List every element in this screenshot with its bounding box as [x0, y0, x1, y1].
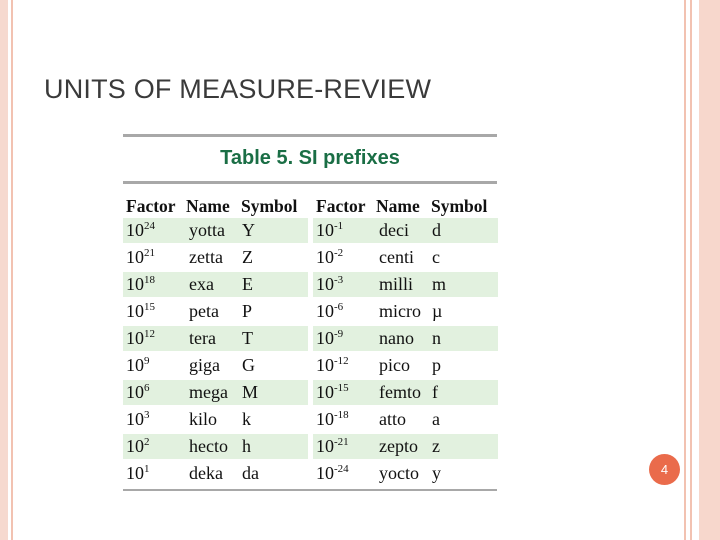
prefix-name-cell: zetta — [183, 244, 238, 271]
prefix-name-cell: mega — [183, 379, 238, 406]
factor-base: 10 — [316, 382, 334, 402]
factor-base: 10 — [126, 274, 144, 294]
factor-cell — [123, 460, 183, 487]
left-border-decoration — [0, 0, 8, 540]
prefix-symbol-cell: d — [428, 218, 498, 244]
column-header-name: Name — [186, 195, 230, 216]
prefix-symbol-cell: m — [428, 271, 498, 298]
page-number-badge: 4 — [649, 454, 680, 485]
factor-exponent: 2 — [144, 436, 150, 448]
prefix-name-cell: nano — [373, 325, 428, 352]
factor-cell — [123, 433, 183, 460]
factor-exponent: -2 — [334, 247, 344, 259]
factor-exponent: -24 — [334, 463, 349, 475]
factor-base: 10 — [126, 409, 144, 429]
factor-base: 10 — [126, 355, 144, 375]
prefix-symbol-cell: T — [238, 325, 308, 352]
factor-cell — [123, 271, 183, 298]
prefix-symbol-cell: y — [428, 460, 498, 487]
prefix-name-cell: giga — [183, 352, 238, 379]
prefix-name-cell: exa — [183, 271, 238, 298]
factor-cell — [123, 406, 183, 433]
prefix-symbol-cell: f — [428, 379, 498, 406]
prefix-symbol-cell: c — [428, 244, 498, 271]
factor-exponent: -15 — [334, 382, 349, 394]
table-row — [123, 218, 498, 244]
factor-cell — [313, 298, 373, 325]
prefix-symbol-cell: E — [238, 271, 308, 298]
prefix-symbol-cell: da — [238, 460, 308, 487]
factor-exponent: -12 — [334, 355, 349, 367]
factor-cell — [313, 325, 373, 352]
column-header-factor: Factor — [126, 195, 176, 216]
table-row — [123, 325, 498, 352]
prefix-name-cell: tera — [183, 325, 238, 352]
factor-exponent: -18 — [334, 409, 349, 421]
factor-exponent: 12 — [144, 328, 155, 340]
left-border-line — [11, 0, 13, 540]
factor-exponent: 21 — [144, 247, 155, 259]
factor-cell — [123, 352, 183, 379]
factor-base: 10 — [316, 220, 334, 240]
table-row — [123, 352, 498, 379]
prefix-symbol-cell: Z — [238, 244, 308, 271]
factor-base: 10 — [126, 247, 144, 267]
prefix-name-cell: hecto — [183, 433, 238, 460]
prefix-name-cell: yotta — [183, 218, 238, 244]
factor-cell — [313, 460, 373, 487]
prefix-name-cell: peta — [183, 298, 238, 325]
factor-base: 10 — [316, 355, 334, 375]
table-row — [123, 271, 498, 298]
factor-base: 10 — [126, 301, 144, 321]
factor-cell — [313, 244, 373, 271]
prefix-name-cell: yocto — [373, 460, 428, 487]
factor-base: 10 — [316, 463, 334, 483]
factor-cell — [123, 298, 183, 325]
prefix-name-cell: deci — [373, 218, 428, 244]
factor-cell — [313, 218, 373, 244]
factor-cell — [123, 244, 183, 271]
prefix-symbol-cell: z — [428, 433, 498, 460]
factor-exponent: 1 — [144, 463, 150, 475]
prefix-symbol-cell: k — [238, 406, 308, 433]
factor-exponent: 6 — [144, 382, 150, 394]
prefix-name-cell: zepto — [373, 433, 428, 460]
right-border-decoration — [699, 0, 720, 540]
factor-base: 10 — [126, 382, 144, 402]
table-header-row — [123, 194, 498, 218]
factor-cell — [313, 271, 373, 298]
si-prefix-table — [123, 194, 498, 488]
factor-base: 10 — [316, 247, 334, 267]
factor-cell — [313, 379, 373, 406]
factor-cell — [123, 325, 183, 352]
prefix-name-cell: milli — [373, 271, 428, 298]
column-header-symbol: Symbol — [241, 195, 298, 216]
factor-cell — [123, 379, 183, 406]
table-row — [123, 460, 498, 487]
factor-base: 10 — [126, 220, 144, 240]
table-row — [123, 298, 498, 325]
si-prefix-table-block — [123, 134, 497, 491]
prefix-name-cell: atto — [373, 406, 428, 433]
factor-base: 10 — [126, 463, 144, 483]
factor-exponent: -6 — [334, 301, 344, 313]
factor-exponent: 3 — [144, 409, 150, 421]
table-row — [123, 379, 498, 406]
factor-base: 10 — [126, 328, 144, 348]
prefix-name-cell: micro — [373, 298, 428, 325]
factor-cell — [313, 352, 373, 379]
right-border-line-1 — [684, 0, 686, 540]
prefix-symbol-cell: h — [238, 433, 308, 460]
factor-base: 10 — [126, 436, 144, 456]
prefix-symbol-cell: a — [428, 406, 498, 433]
factor-base: 10 — [316, 409, 334, 429]
prefix-symbol-cell: Y — [238, 218, 308, 244]
prefix-symbol-cell: G — [238, 352, 308, 379]
column-header-name: Name — [376, 195, 420, 216]
factor-exponent: 9 — [144, 355, 150, 367]
prefix-symbol-cell: p — [428, 352, 498, 379]
prefix-symbol-cell: µ — [428, 298, 498, 325]
factor-exponent: -9 — [334, 328, 344, 340]
column-header-symbol: Symbol — [431, 195, 488, 216]
right-border-line-2 — [690, 0, 692, 540]
prefix-symbol-cell: P — [238, 298, 308, 325]
prefix-name-cell: pico — [373, 352, 428, 379]
factor-base: 10 — [316, 274, 334, 294]
factor-base: 10 — [316, 301, 334, 321]
factor-exponent: -1 — [334, 220, 344, 232]
factor-exponent: 18 — [144, 274, 155, 286]
prefix-name-cell: femto — [373, 379, 428, 406]
factor-exponent: 15 — [144, 301, 155, 313]
table-caption: Table 5. SI prefixes — [220, 147, 400, 169]
prefix-name-cell: deka — [183, 460, 238, 487]
prefix-symbol-cell: M — [238, 379, 308, 406]
factor-cell — [123, 218, 183, 244]
factor-exponent: -3 — [334, 274, 344, 286]
slide-title: UNITS OF MEASURE-REVIEW — [44, 74, 432, 104]
prefix-symbol-cell: n — [428, 325, 498, 352]
table-row — [123, 433, 498, 460]
factor-exponent: -21 — [334, 436, 349, 448]
factor-cell — [313, 406, 373, 433]
table-bottom-rule — [123, 489, 497, 491]
prefix-name-cell: centi — [373, 244, 428, 271]
factor-base: 10 — [316, 328, 334, 348]
table-row — [123, 244, 498, 271]
factor-cell — [313, 433, 373, 460]
factor-exponent: 24 — [144, 220, 155, 232]
prefix-name-cell: kilo — [183, 406, 238, 433]
factor-base: 10 — [316, 436, 334, 456]
table-row — [123, 406, 498, 433]
column-header-factor: Factor — [316, 195, 366, 216]
